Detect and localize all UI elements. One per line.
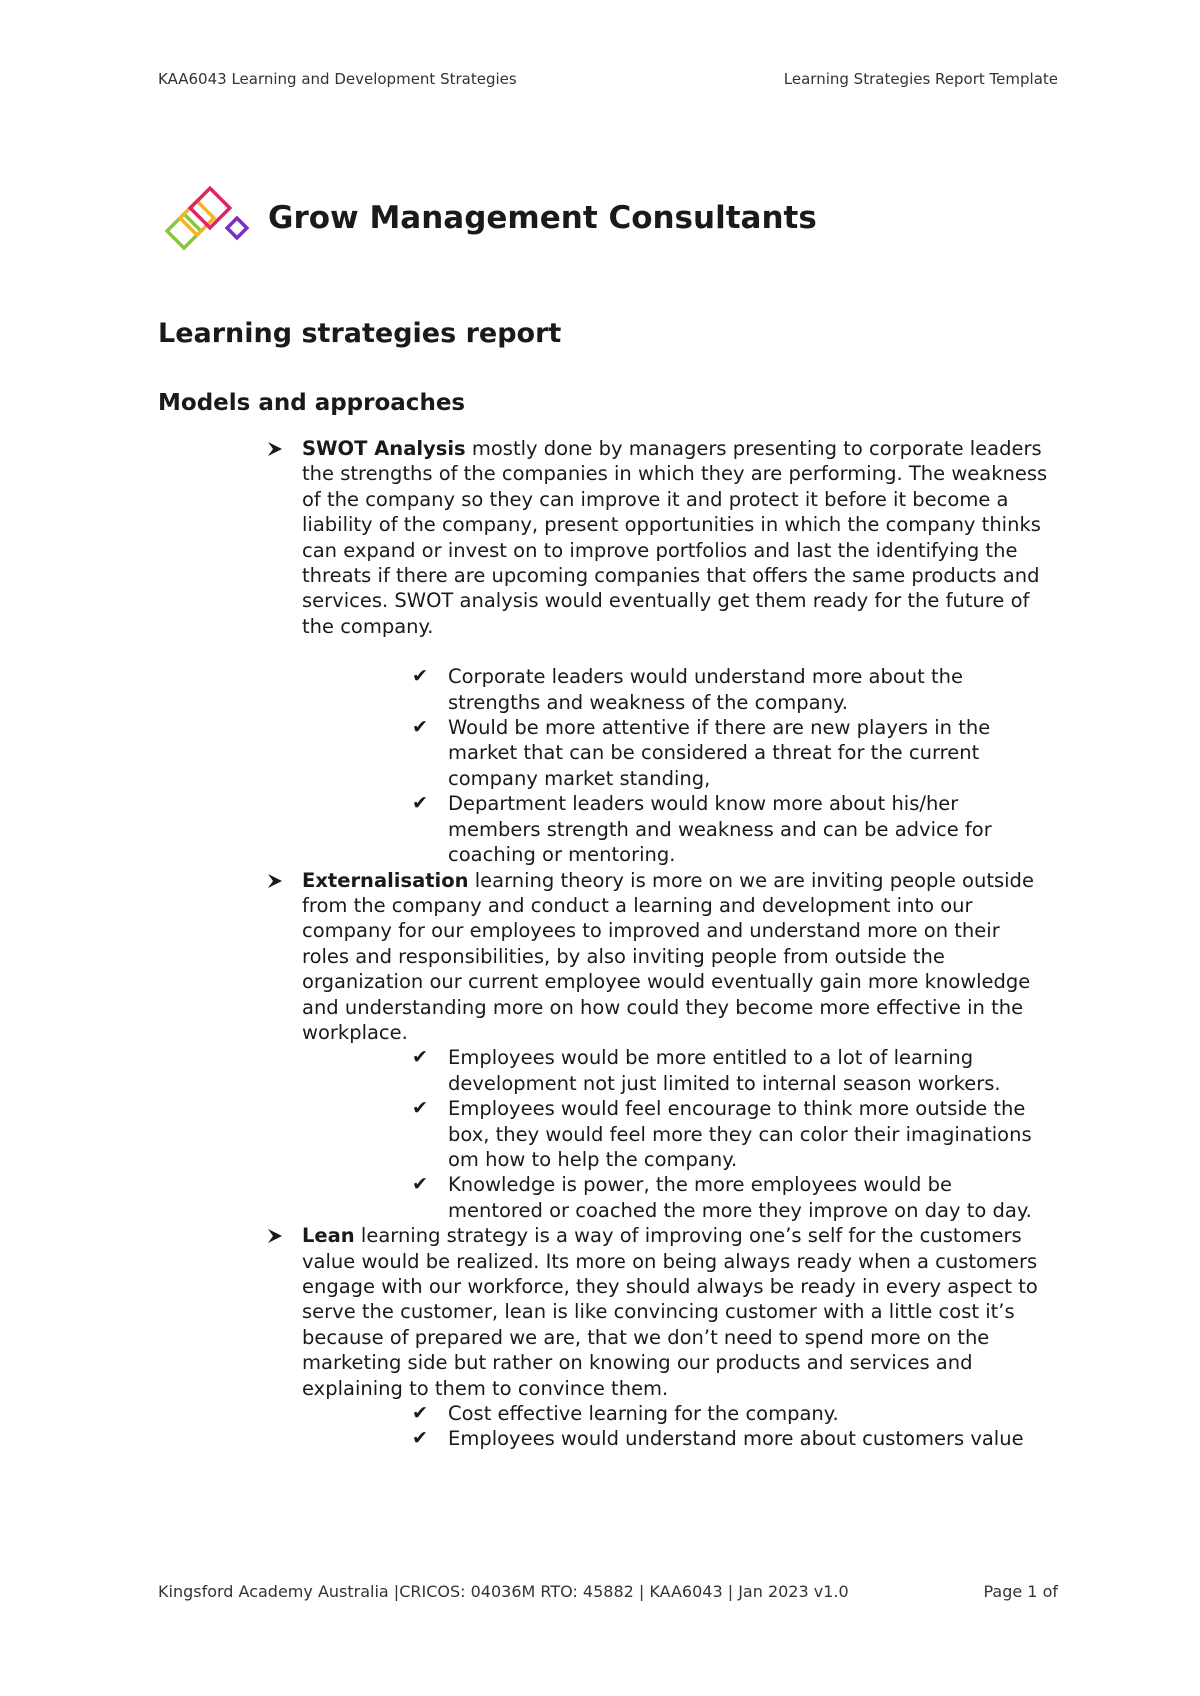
footer-institution: Kingsford Academy Australia |CRICOS: 04036M RTO: 45882 | KAA6043 | Jan 2023 v1.0 bbox=[158, 1582, 849, 1601]
check-mark-icon: ✔ bbox=[412, 665, 428, 688]
check-mark-icon: ✔ bbox=[412, 1046, 428, 1069]
check-mark-icon: ✔ bbox=[412, 1097, 428, 1120]
benefit-text: Corporate leaders would understand more about the strengths and weakness of the company. bbox=[448, 665, 963, 714]
benefit-text: Knowledge is power, the more employees would be mentored or coached the more they improve on day to day. bbox=[448, 1173, 1032, 1222]
arrowhead-bullet-icon bbox=[267, 1228, 284, 1244]
benefit-text: Employees would feel encourage to think more outside the box, they would feel more they can color their imaginations om how to help the company. bbox=[448, 1097, 1032, 1171]
header-document-title: Learning Strategies Report Template bbox=[783, 70, 1058, 88]
model-description bbox=[302, 436, 1050, 639]
check-mark-icon: ✔ bbox=[412, 1173, 428, 1196]
benefit-text: Would be more attentive if there are new players in the market that can be considered a threat for the current company market standing, bbox=[448, 716, 991, 790]
model-name: SWOT Analysis bbox=[302, 437, 466, 460]
model-description bbox=[302, 868, 1050, 1046]
model-body: learning theory is more on we are inviting people outside from the company and conduct a learning and development into our company for our employees to improved and understand more on their roles and responsibilities, by also inviting people from outside the organization our current employee would eventually gain more knowledge and understanding more on how could they become more effective in the workplace. bbox=[302, 868, 1034, 1044]
model-body: learning strategy is a way of improving one’s self for the customers value would be realized. Its more on being always ready when a customers engage with our workforce, they should always be ready in every aspect to serve the customer, lean is like convincing customer with a little cost it’s because of prepared we are, that we don’t need to spend more on the marketing side but rather on knowing our products and services and explaining to them to convince them. bbox=[302, 1224, 1038, 1400]
check-mark-icon: ✔ bbox=[412, 792, 428, 815]
benefit-text: Employees would be more entitled to a lot of learning development not just limited to internal season workers. bbox=[448, 1046, 1001, 1095]
footer-page-number: Page 1 of bbox=[983, 1582, 1058, 1601]
model-item-lean bbox=[0, 1223, 1050, 1401]
brand-block bbox=[158, 182, 817, 254]
section-title: Models and approaches bbox=[158, 390, 466, 416]
page-footer bbox=[158, 1582, 1058, 1601]
company-name: Grow Management Consultants bbox=[268, 200, 817, 236]
check-mark-icon: ✔ bbox=[412, 716, 428, 739]
model-name: Externalisation bbox=[302, 868, 469, 892]
report-title: Learning strategies report bbox=[158, 318, 562, 349]
model-name: Lean bbox=[302, 1224, 355, 1248]
benefit-item bbox=[0, 715, 1050, 791]
benefit-list bbox=[0, 1401, 1200, 1452]
benefit-text: Employees would understand more about customers value bbox=[448, 1427, 1024, 1451]
benefit-item bbox=[0, 1096, 1050, 1172]
page-header bbox=[158, 70, 1058, 88]
benefit-item bbox=[0, 664, 1050, 715]
benefit-item bbox=[0, 1172, 1050, 1223]
benefit-text: Cost effective learning for the company. bbox=[448, 1402, 839, 1426]
company-logo-icon bbox=[158, 182, 256, 254]
model-description bbox=[302, 1223, 1050, 1401]
model-item-externalisation bbox=[0, 868, 1050, 1046]
header-course-title: KAA6043 Learning and Development Strategies bbox=[158, 70, 517, 88]
benefit-item bbox=[0, 1045, 1050, 1096]
check-mark-icon: ✔ bbox=[412, 1427, 428, 1450]
benefit-list bbox=[0, 664, 1200, 867]
model-body: mostly done by managers presenting to corporate leaders the strengths of the companies in which they are performing. The weakness of the company so they can improve it and protect it before it become a liability of the company, present opportunities in which the company thinks can expand or invest on to improve portfolios and last the identifying the threats if there are upcoming companies that offers the same products and services. SWOT analysis would eventually get them ready for the future of the company. bbox=[302, 437, 1048, 638]
benefit-item bbox=[0, 791, 1050, 867]
model-item-swot bbox=[0, 436, 1050, 639]
benefit-item bbox=[0, 1401, 1050, 1426]
benefit-text: Department leaders would know more about his/her members strength and weakness and can be advice for coaching or mentoring. bbox=[448, 792, 992, 867]
models-list bbox=[0, 436, 1200, 1452]
check-mark-icon: ✔ bbox=[412, 1402, 428, 1425]
arrowhead-bullet-icon bbox=[267, 441, 284, 457]
benefit-item bbox=[0, 1426, 1050, 1451]
arrowhead-bullet-icon bbox=[267, 873, 284, 889]
benefit-list bbox=[0, 1045, 1200, 1223]
